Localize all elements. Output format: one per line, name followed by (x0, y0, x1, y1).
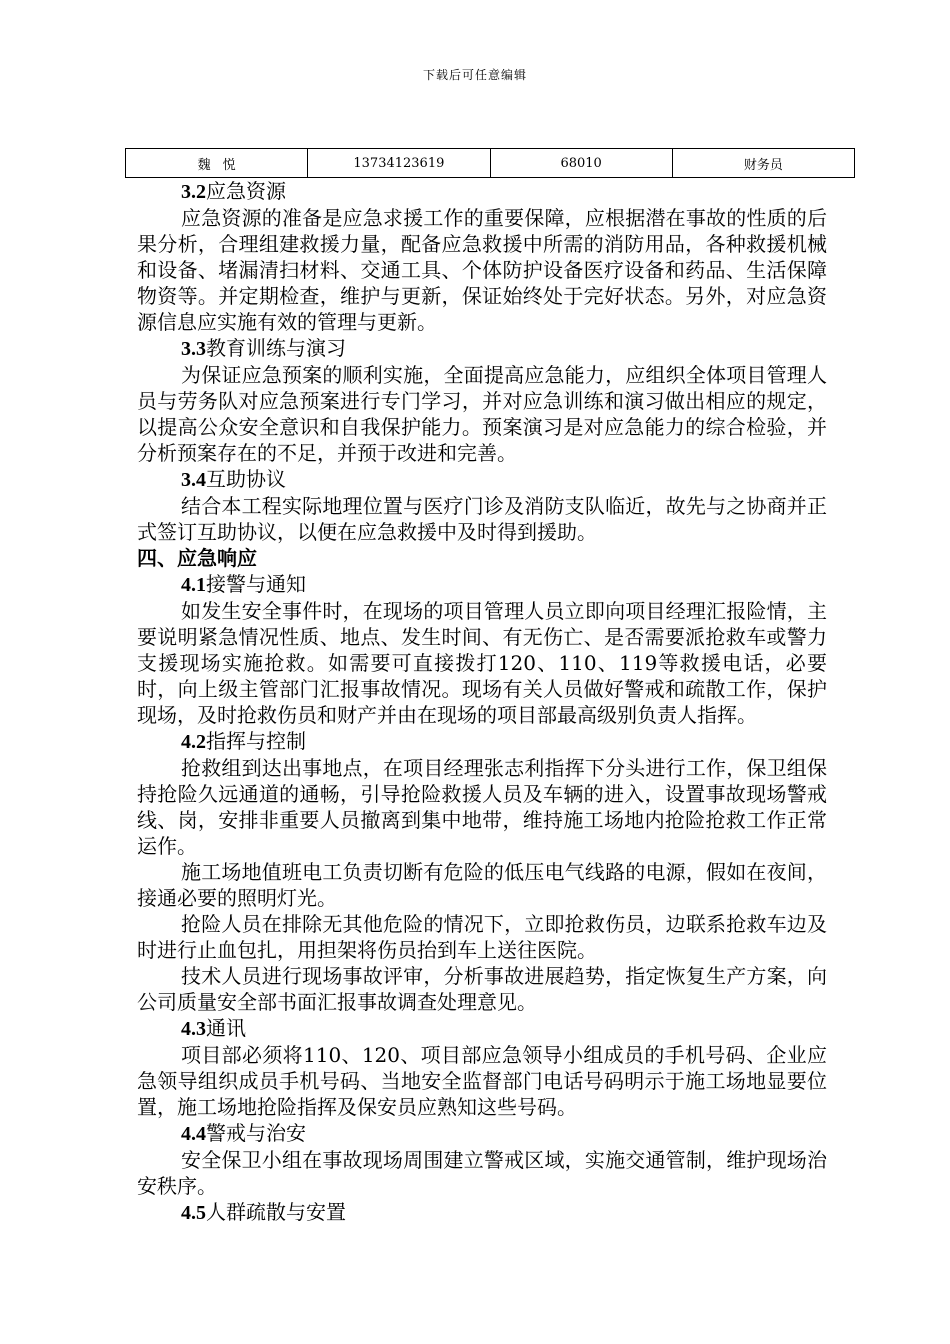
section-4-2-paragraph: 抢救组到达出事地点，在项目经理张志利指挥下分头进行工作，保卫组保持抢险久远通道的通畅，引导抢险救援人员及车辆的进入，设置事故现场警戒线、岗，安排非重要人员撤离到集中地带，维持施工场地内抢险抢救工作正常运作。 (137, 756, 827, 858)
contact-position-cell: 财务员 (672, 149, 854, 178)
section-4-5-heading (137, 1199, 827, 1226)
section-title: 互助协议 (206, 467, 286, 491)
section-3-4-paragraph: 结合本工程实际地理位置与医疗门诊及消防支队临近，故先与之协商并正式签订互助协议，以便在应急救援中及时得到援助。 (137, 494, 827, 544)
section-title: 教育训练与演习 (206, 336, 346, 360)
contact-phone-cell: 68010 (490, 149, 672, 178)
section-number: 4.1 (181, 574, 206, 596)
section-4-3-paragraph: 项目部必须将110、120、项目部应急领导小组成员的手机号码、企业应急领导组织成员手机号码、当地安全监督部门电话号码明示于施工场地显要位置，施工场地抢险指挥及保安员应熟知这些号码。 (137, 1043, 827, 1119)
page-header-note: 下载后可任意编辑 (422, 68, 527, 82)
section-3-2-heading (137, 178, 827, 205)
section-number: 3.3 (181, 338, 206, 360)
section-4-4-paragraph: 安全保卫小组在事故现场周围建立警戒区域，实施交通管制，维护现场治安秩序。 (137, 1148, 827, 1198)
section-title: 通讯 (206, 1016, 246, 1040)
section-title: 接警与通知 (206, 572, 306, 596)
section-4-2-paragraph: 抢险人员在排除无其他危险的情况下，立即抢救伤员，边联系抢救车边及时进行止血包扎，用担架将伤员抬到车上送往医院。 (137, 912, 827, 962)
section-4-2-paragraph: 施工场地值班电工负责切断有危险的低压电气线路的电源，假如在夜间，接通必要的照明灯光。 (137, 860, 827, 910)
contact-name-cell: 魏悦 (126, 149, 308, 178)
section-3-4-heading (137, 466, 827, 493)
contact-mobile-cell: 13734123619 (308, 149, 490, 178)
section-title: 应急资源 (206, 179, 286, 203)
section-number: 4.3 (181, 1018, 206, 1040)
section-4-3-heading (137, 1015, 827, 1042)
section-title: 人群疏散与安置 (206, 1200, 346, 1224)
section-number: 4.2 (181, 731, 206, 753)
section-4-1-paragraph: 如发生安全事件时，在现场的项目管理人员立即向项目经理汇报险情，主要说明紧急情况性质、地点、发生时间、有无伤亡、是否需要派抢救车或警力支援现场实施抢救。如需要可直接拨打120、110、119等救援电话，必要时，向上级主管部门汇报事故情况。现场有关人员做好警戒和疏散工作，保护现场，及时抢救伤员和财产并由在现场的项目部最高级别负责人指挥。 (137, 599, 827, 727)
section-number: 3.2 (181, 181, 206, 203)
section-3-3-paragraph: 为保证应急预案的顺利实施，全面提高应急能力，应组织全体项目管理人员与劳务队对应急预案进行专门学习，并对应急训练和演习做出相应的规定，以提高公众安全意识和自我保护能力。预案演习是对应急能力的综合检验，并分析预案存在的不足，并预于改进和完善。 (137, 363, 827, 465)
section-4-2-paragraph: 技术人员进行现场事故评审，分析事故进展趋势，指定恢复生产方案，向公司质量安全部书面汇报事故调查处理意见。 (137, 964, 827, 1014)
contact-table (125, 148, 855, 178)
table-row (126, 149, 855, 178)
section-4-4-heading (137, 1120, 827, 1147)
section-4-2-heading (137, 728, 827, 755)
section-number: 4.5 (181, 1202, 206, 1224)
section-number: 3.4 (181, 469, 206, 491)
section-3-2-paragraph: 应急资源的准备是应急求援工作的重要保障，应根据潜在事故的性质的后果分析，合理组建救援力量，配备应急救援中所需的消防用品，各种救援机械和设备、堵漏清扫材料、交通工具、个体防护设备医疗设备和药品、生活保障物资等。并定期检查，维护与更新，保证始终处于完好状态。另外，对应急资源信息应实施有效的管理与更新。 (137, 206, 827, 334)
document-body (137, 178, 827, 1226)
section-number: 4.4 (181, 1123, 206, 1145)
section-title: 警戒与治安 (206, 1121, 306, 1145)
section-3-3-heading (137, 335, 827, 362)
section-4-heading: 四、应急响应 (137, 546, 257, 570)
section-title: 指挥与控制 (206, 729, 306, 753)
section-4-1-heading (137, 571, 827, 598)
